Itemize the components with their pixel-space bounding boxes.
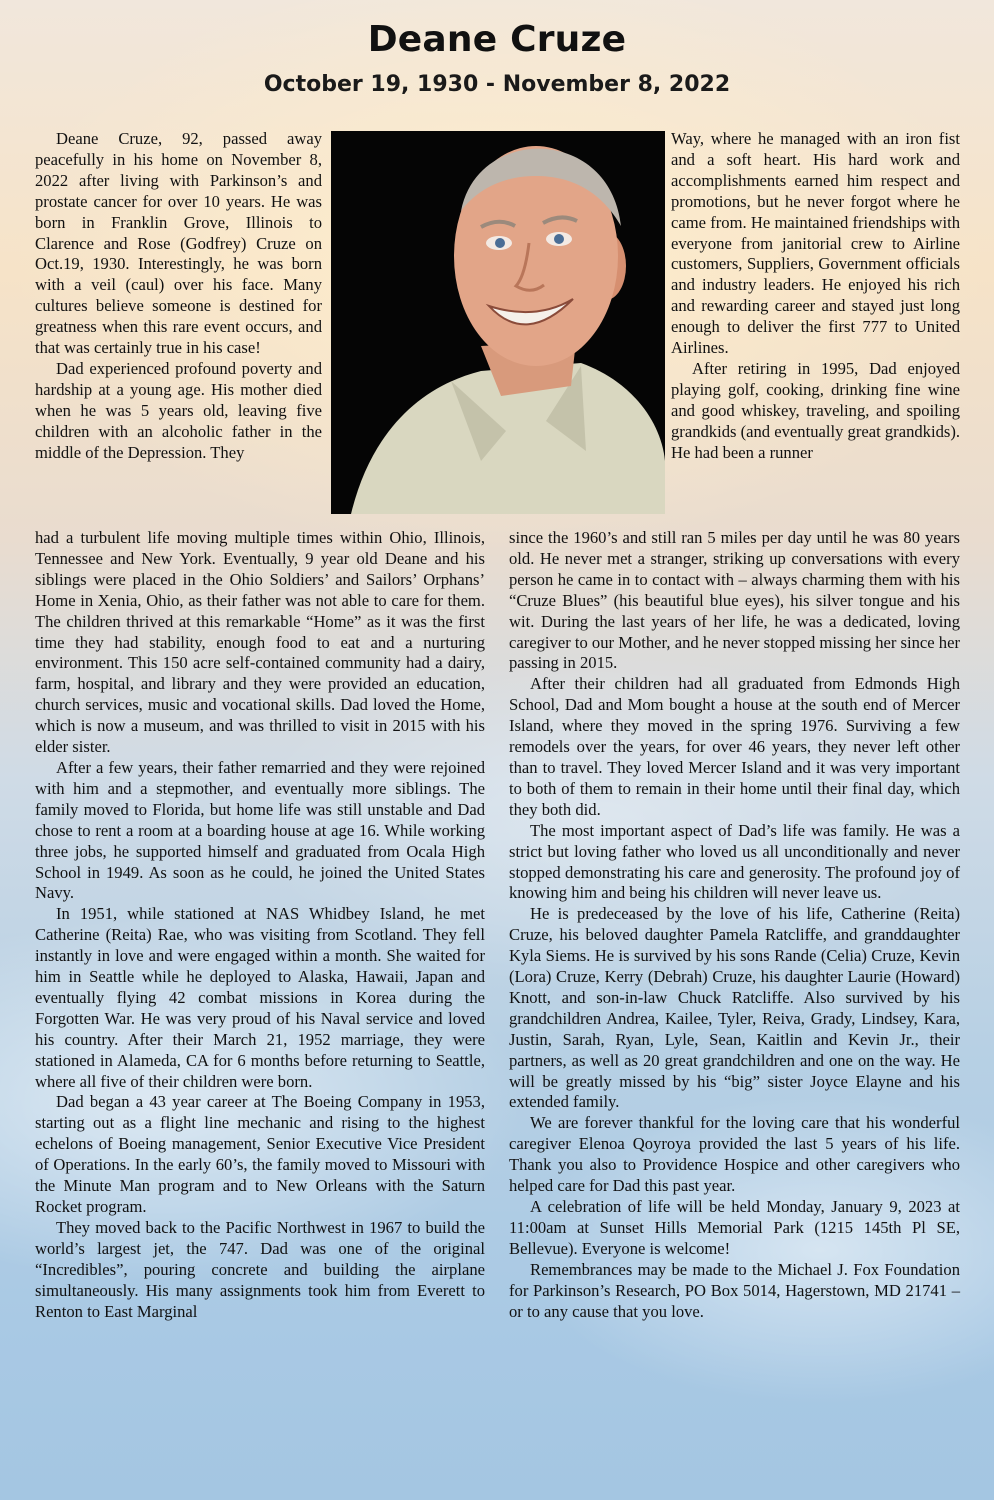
column-top-right [671, 129, 960, 464]
column-bottom-right [509, 528, 960, 1322]
paragraph: In 1951, while stationed at NAS Whidbey Island, he met Catherine (Reita) Rae, who was visiting from Scotland. They fell instantly in love and were engaged within a month. She waited for him in Seattle while he deployed to Alaska, Hawaii, Japan and eventually flying 42 combat missions in Korea during the Forgotten War. He was very proud of his Naval service and loved his country. After their March 21, 1952 marriage, they were stationed in Alameda, CA for 6 months before returning to Seattle, where all five of their children were born. [35, 904, 485, 1091]
life-dates: October 19, 1930 - November 8, 2022 [263, 72, 731, 97]
paragraph: They moved back to the Pacific Northwest in 1967 to build the world’s largest jet, the 747. Dad was one of the original “Incredibles”, pouring concrete and building the airplane simultaneously. His many assignments took him from Everett to Renton to East Marginal [35, 1217, 485, 1321]
paragraph: Deane Cruze, 92, passed away peacefully in his home on November 8, 2022 after living with Parkinson’s and prostate cancer for over 10 years. He was born in Franklin Grove, Illinois to Clarence and Rose (Godfrey) Cruze on Oct.19, 1930. Interestingly, he was born with a veil (caul) over his face. Many cultures believe someone is destined for greatness when this rare event occurs, and that was certainly true in his case! [35, 129, 322, 358]
obituary-header [0, 12, 994, 102]
portrait-photo [331, 131, 665, 514]
paragraph: Dad experienced profound poverty and hardship at a young age. His mother died when he was 5 years old, leaving five children with an alcoholic father in the middle of the Depression. They [35, 358, 322, 462]
paragraph: After a few years, their father remarried and they were rejoined with him and a stepmother, and eventually more siblings. The family moved to Florida, but home life was still unstable and Dad chose to rent a room at a boarding house at age 16. While working three jobs, he supported himself and graduated from Ocala High School in 1949. As soon as he could, he joined the United States Navy. [35, 757, 485, 903]
paragraph: Way, where he managed with an iron fist and a soft heart. His hard work and accomplishments earned him respect and promotions, but he never forgot where he came from. He maintained friendships with everyone from janitorial crew to Airline customers, Suppliers, Government officials and industry leaders. He enjoyed his rich and rewarding career and stayed just long enough to deliver the first 777 to United Airlines. [671, 129, 960, 358]
paragraph: A celebration of life will be held Monday, January 9, 2023 at 11:00am at Sunset Hills Memorial Park (1215 145th Pl SE, Bellevue). Everyone is welcome! [509, 1197, 960, 1258]
paragraph: since the 1960’s and still ran 5 miles per day until he was 80 years old. He never met a stranger, striking up conversations with every person he came in to contact with – always charming them with his “Cruze Blues” (his beautiful blue eyes), his silver tongue and his wit. During the last years of her life, he was a dedicated, loving caregiver to our Mother, and he never stopped missing her since her passing in 2015. [509, 528, 960, 673]
deceased-name: Deane Cruze [367, 19, 627, 60]
paragraph: He is predeceased by the love of his life, Catherine (Reita) Cruze, his beloved daughter Pamela Ratcliffe, and granddaughter Kyla Siems. He is survived by his sons Rande (Celia) Cruze, Kevin (Lora) Cruze, Kerry (Debrah) Cruze, his daughter Laurie (Howard) Knott, and son-in-law Chuck Ratcliffe. Also survived by his grandchildren Andrea, Kailee, Tyler, Reiva, Grady, Lindsey, Kara, Justin, Sarah, Ryan, Lyle, Sean, Kaitlin and Kevin Jr., their partners, as well as 20 great grandchildren and one on the way. He will be greatly missed by his “big” sister Joyce Elayne and his extended family. [509, 904, 960, 1112]
paragraph: We are forever thankful for the loving care that his wonderful caregiver Elenoa Qoyroya provided the last 5 years of his life. Thank you also to Providence Hospice and other caregivers who helped care for Dad this past year. [509, 1113, 960, 1196]
portrait-photo-icon [331, 131, 665, 514]
paragraph: Dad began a 43 year career at The Boeing Company in 1953, starting out as a flight line mechanic and rising to the highest echelons of Boeing management, Senior Executive Vice President of Operations. In the early 60’s, the family moved to Missouri with the Minute Man program and to New Orleans with the Saturn Rocket program. [35, 1092, 485, 1216]
paragraph: After their children had all graduated from Edmonds High School, Dad and Mom bought a house at the south end of Mercer Island, where they moved in the spring 1976. Surviving a few remodels over the years, for over 46 years, they never left other than to travel. They loved Mercer Island and it was very important to both of them to remain in their home until their final day, which they both did. [509, 674, 960, 819]
paragraph: had a turbulent life moving multiple times within Ohio, Illinois, Tennessee and New York. Eventually, 9 year old Deane and his siblings were placed in the Ohio Soldiers’ and Sailors’ Orphans’ Home in Xenia, Ohio, as their father was not able to care for them. The children thrived at this remarkable “Home” as it was the first time they had stability, enough food to eat and a nurturing environment. This 150 acre self-contained community had a dairy, farm, hospital, and library and they were provided an education, church services, music and vocational skills. Dad loved the Home, which is now a museum, and was thrilled to visit in 2015 with his elder sister. [35, 528, 485, 757]
paragraph: After retiring in 1995, Dad enjoyed playing golf, cooking, drinking fine wine and good whiskey, traveling, and spoiling grandkids (and eventually great grandkids). He had been a runner [671, 358, 960, 462]
paragraph: The most important aspect of Dad’s life was family. He was a strict but loving father who loved us all unconditionally and never stopped demonstrating his care and generosity. The profound joy of knowing him and being his children will never leave us. [509, 820, 960, 903]
paragraph: Remembrances may be made to the Michael J. Fox Foundation for Parkinson’s Research, PO Box 5014, Hagerstown, MD 21741 – or to any cause that you love. [509, 1259, 960, 1321]
column-top-left [35, 129, 322, 464]
column-bottom-left [35, 528, 485, 1322]
